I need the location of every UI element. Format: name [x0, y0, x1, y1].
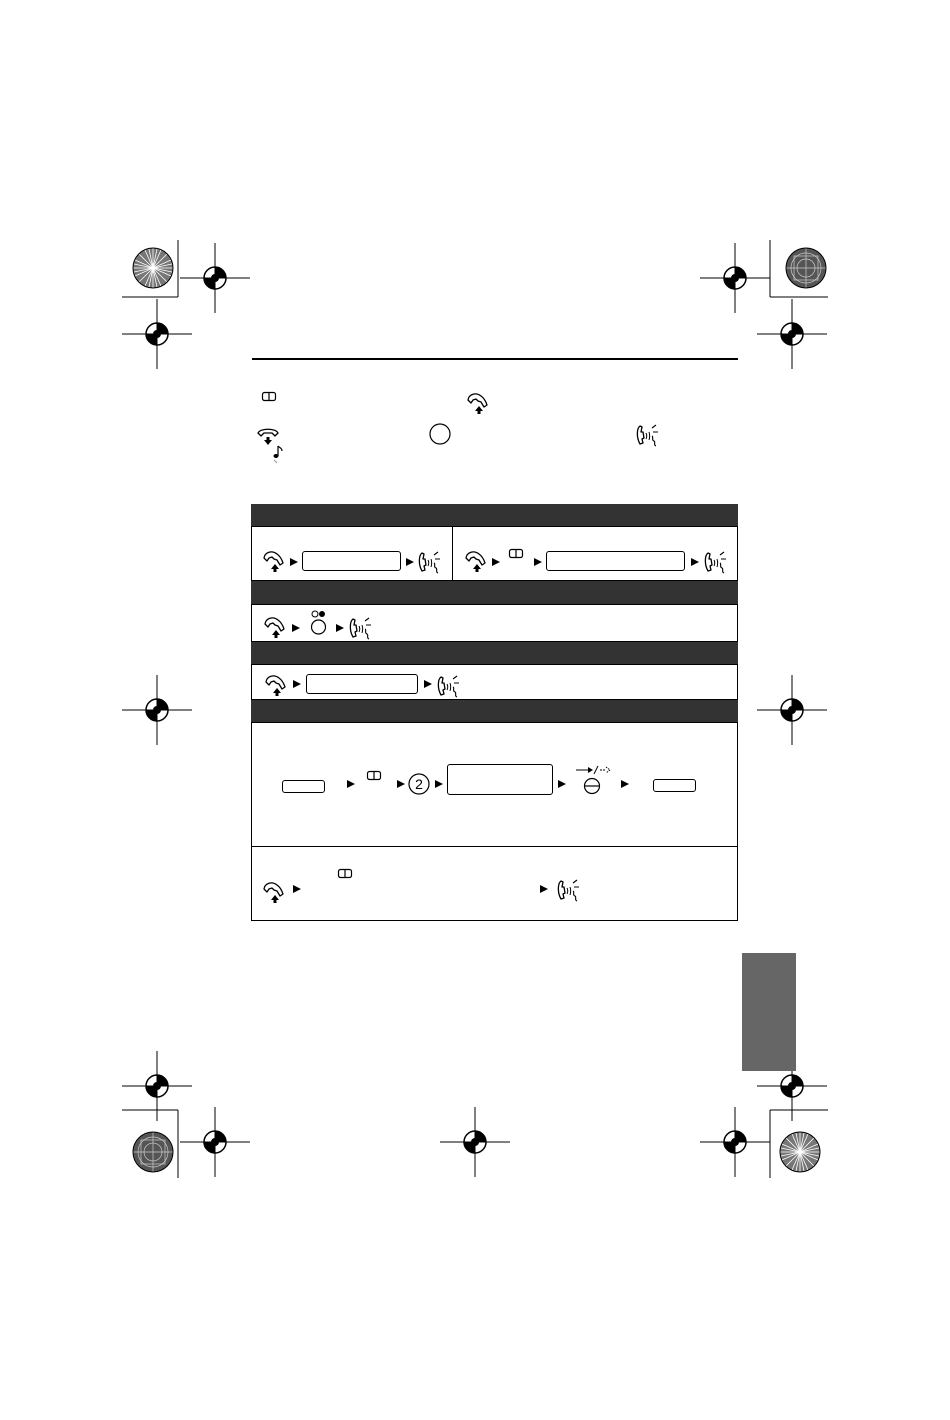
step-arrow [293, 885, 301, 893]
talk-icon [704, 551, 728, 575]
step-arrow [347, 780, 355, 788]
step-arrow [691, 558, 699, 566]
step-arrow [406, 558, 414, 566]
step-arrow [558, 780, 566, 788]
off-hook-icon [465, 551, 489, 575]
intercom-key-icon [338, 869, 354, 879]
talk-icon [437, 675, 461, 699]
off-hook-icon [265, 675, 289, 699]
key-field [282, 780, 325, 793]
step-arrow [621, 780, 629, 788]
dss-key-icon [309, 610, 329, 636]
intercom-key-icon [367, 771, 383, 781]
step-arrow [292, 624, 300, 632]
step-arrow [397, 780, 405, 788]
section-3-header [251, 642, 738, 665]
number-entry-field [302, 551, 401, 571]
talk-icon [349, 617, 373, 641]
round-key-icon [428, 422, 454, 448]
section-2-header [251, 581, 738, 605]
talk-icon [418, 551, 442, 575]
step-arrow [534, 558, 542, 566]
key-field [653, 779, 696, 792]
step-arrow [424, 680, 432, 688]
step-arrow [540, 885, 548, 893]
off-hook-icon [467, 393, 491, 417]
section-4-header [251, 700, 738, 723]
digit-2-key [408, 773, 432, 797]
svg-text:2: 2 [415, 776, 423, 792]
number-entry-field [447, 764, 553, 795]
section-side-tab [742, 953, 796, 1071]
section-1-header [251, 504, 738, 527]
talk-icon [557, 879, 581, 903]
section-1-divider [452, 527, 453, 581]
step-arrow [290, 558, 298, 566]
store-key-icon [574, 765, 614, 797]
header-rule [252, 358, 738, 360]
intercom-key-icon [509, 549, 525, 559]
number-entry-field [546, 551, 685, 571]
step-arrow [492, 558, 500, 566]
step-arrow [435, 780, 443, 788]
off-hook-icon [263, 551, 287, 575]
section-4-body [251, 722, 738, 921]
talk-icon [636, 424, 660, 448]
off-hook-icon [264, 617, 288, 641]
off-hook-icon [263, 882, 287, 906]
number-entry-field [306, 674, 418, 694]
tone-icon [272, 444, 286, 466]
intercom-key-icon [262, 392, 278, 402]
step-arrow [336, 624, 344, 632]
step-arrow [293, 680, 301, 688]
section-4-divider [252, 846, 737, 847]
